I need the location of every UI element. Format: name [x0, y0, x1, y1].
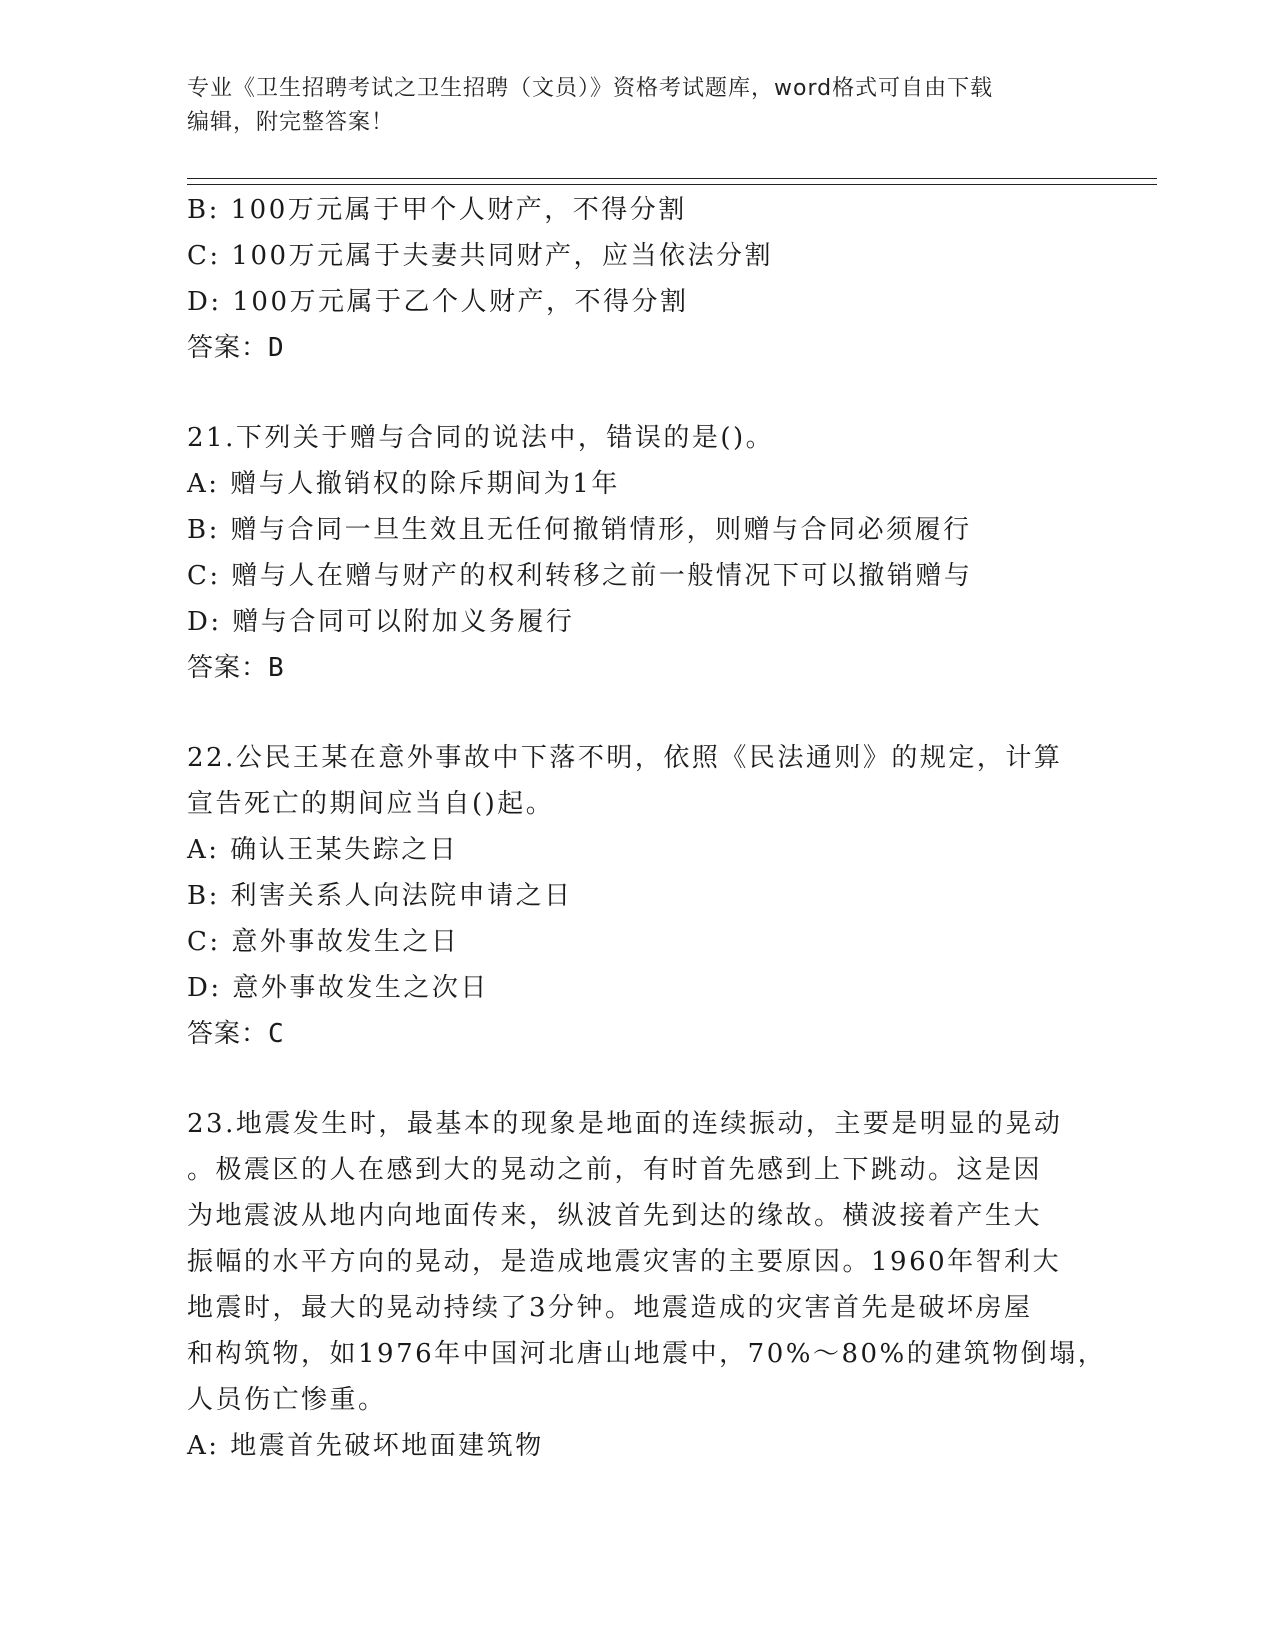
question-22-block [187, 735, 1087, 1057]
option-b: B: 赠与合同一旦生效且无任何撤销情形，则赠与合同必须履行 [187, 515, 972, 545]
spacer [187, 691, 1087, 735]
question-stem-line-6: 和构筑物，如1976年中国河北唐山地震中，70%～80%的建筑物倒塌， [187, 1339, 1107, 1369]
answer-label: 答案： [187, 1019, 269, 1049]
header-rule-bottom [187, 184, 1157, 185]
option-b: B: 利害关系人向法院申请之日 [187, 881, 573, 911]
header-line-2: 编辑，附完整答案！ [187, 110, 395, 135]
answer-label: 答案： [187, 333, 269, 363]
header-line-1: 专业《卫生招聘考试之卫生招聘（文员）》资格考试题库，word格式可自由下载 [187, 76, 994, 101]
option-c: C: 100万元属于夫妻共同财产，应当依法分割 [187, 241, 774, 271]
question-stem-line-7: 人员伤亡惨重。 [187, 1385, 387, 1415]
prev-question-block [187, 187, 1087, 371]
question-stem-line-5: 地震时，最大的晃动持续了3分钟。地震造成的灾害首先是破坏房屋 [187, 1293, 1033, 1323]
document-body [187, 187, 1107, 1469]
answer-label: 答案： [187, 653, 269, 683]
question-stem-line-3: 为地震波从地内向地面传来，纵波首先到达的缘故。横波接着产生大 [187, 1201, 1043, 1231]
option-c: C: 赠与人在赠与财产的权利转移之前一般情况下可以撤销赠与 [187, 561, 973, 591]
option-b: B: 100万元属于甲个人财产，不得分割 [187, 195, 687, 225]
answer-line [187, 645, 1087, 691]
answer-line [187, 325, 1087, 371]
header-rule-top [187, 178, 1157, 179]
question-stem-line-4: 振幅的水平方向的晃动，是造成地震灾害的主要原因。1960年智利大 [187, 1247, 1062, 1277]
option-a: A: 地震首先破坏地面建筑物 [187, 1431, 544, 1461]
option-d: D: 赠与合同可以附加义务履行 [187, 607, 575, 637]
question-23-block [187, 1101, 1107, 1469]
option-d: D: 100万元属于乙个人财产，不得分割 [187, 287, 689, 317]
question-stem-line-1: 22.公民王某在意外事故中下落不明，依照《民法通则》的规定，计算 [187, 743, 1063, 773]
document-header [187, 72, 1087, 140]
question-stem-line-2: 。极震区的人在感到大的晃动之前，有时首先感到上下跳动。这是因 [187, 1155, 1043, 1185]
spacer [187, 1057, 1087, 1101]
question-stem: 21.下列关于赠与合同的说法中，错误的是()。 [187, 423, 775, 453]
option-c: C: 意外事故发生之日 [187, 927, 460, 957]
option-a: A: 赠与人撤销权的除斥期间为1年 [187, 469, 620, 499]
question-stem-line-2: 宣告死亡的期间应当自()起。 [187, 789, 555, 819]
question-stem-line-1: 23.地震发生时，最基本的现象是地面的连续振动，主要是明显的晃动 [187, 1109, 1063, 1139]
option-a: A: 确认王某失踪之日 [187, 835, 459, 865]
option-d: D: 意外事故发生之次日 [187, 973, 489, 1003]
answer-value: C [268, 1019, 285, 1049]
answer-line [187, 1011, 1087, 1057]
question-21-block [187, 415, 1087, 691]
answer-value: D [268, 333, 285, 363]
answer-value: B [268, 653, 285, 683]
spacer [187, 371, 1087, 415]
